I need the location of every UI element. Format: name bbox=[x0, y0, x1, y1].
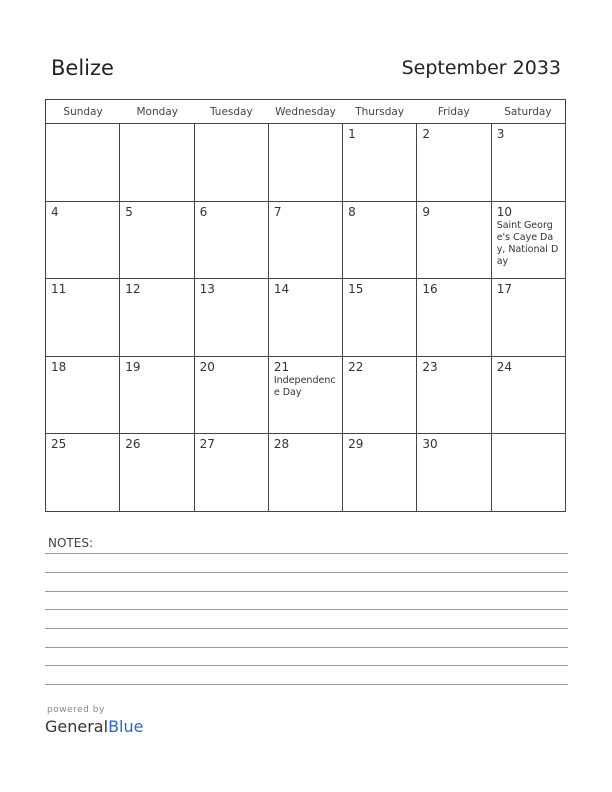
weeks-container bbox=[46, 124, 565, 511]
day-cell bbox=[269, 434, 343, 511]
day-cell bbox=[46, 357, 120, 434]
day-cell bbox=[46, 124, 120, 201]
day-number: 21 bbox=[273, 359, 290, 374]
day-number: 12 bbox=[125, 282, 141, 297]
day-number: 16 bbox=[422, 282, 438, 297]
note-line bbox=[45, 647, 568, 648]
day-cell bbox=[417, 124, 491, 201]
day-number: 10 bbox=[496, 204, 512, 219]
day-number: 20 bbox=[199, 359, 215, 374]
day-cell bbox=[343, 279, 417, 356]
day-cell bbox=[120, 279, 194, 356]
day-number: 5 bbox=[125, 204, 133, 219]
weekday-label: Tuesday bbox=[209, 106, 253, 118]
day-number: 11 bbox=[51, 282, 67, 297]
brand-general: General bbox=[45, 717, 109, 736]
day-cell bbox=[46, 279, 120, 356]
day-number: 7 bbox=[273, 204, 282, 219]
day-number: 26 bbox=[125, 437, 141, 452]
day-number: 17 bbox=[496, 282, 512, 297]
note-line bbox=[45, 591, 568, 592]
week-row bbox=[46, 357, 565, 435]
day-cell bbox=[120, 357, 194, 434]
day-cell bbox=[343, 357, 417, 434]
week-row bbox=[46, 434, 565, 511]
day-cell bbox=[343, 124, 417, 201]
day-cell bbox=[195, 357, 269, 434]
day-cell bbox=[343, 434, 417, 511]
day-cell bbox=[46, 434, 120, 511]
day-number: 14 bbox=[273, 282, 290, 297]
week-row bbox=[46, 279, 565, 357]
day-number: 4 bbox=[51, 204, 59, 219]
day-cell bbox=[46, 202, 120, 279]
day-cell bbox=[120, 202, 194, 279]
week-row bbox=[46, 124, 565, 202]
weekday-label: Friday bbox=[437, 106, 470, 118]
day-cell bbox=[269, 279, 343, 356]
day-cell bbox=[269, 357, 343, 434]
day-cell bbox=[417, 202, 491, 279]
day-cell bbox=[417, 357, 491, 434]
day-cell bbox=[417, 434, 491, 511]
day-number: 29 bbox=[348, 437, 364, 452]
day-number: 23 bbox=[422, 359, 438, 374]
day-number: 13 bbox=[199, 282, 215, 297]
day-number: 22 bbox=[348, 359, 364, 374]
note-line bbox=[45, 553, 568, 554]
holiday-event: Saint George's Caye Day, National Day bbox=[496, 219, 559, 267]
weekday-label: Monday bbox=[136, 106, 178, 118]
note-line bbox=[45, 684, 568, 685]
brand-logo[interactable] bbox=[45, 717, 143, 736]
day-cell bbox=[269, 202, 343, 279]
day-number: 6 bbox=[199, 204, 208, 219]
holiday-event: Independence Day bbox=[273, 374, 336, 398]
weekday-label: Saturday bbox=[504, 106, 552, 118]
day-number: 19 bbox=[125, 359, 141, 374]
day-cell bbox=[195, 124, 269, 201]
week-row bbox=[46, 202, 565, 280]
month-title: September 2033 bbox=[401, 57, 561, 79]
notes-label: NOTES: bbox=[48, 536, 93, 550]
day-number: 24 bbox=[496, 359, 512, 374]
day-number: 28 bbox=[273, 437, 290, 452]
day-cell bbox=[343, 202, 417, 279]
note-line bbox=[45, 665, 568, 666]
powered-by-text: powered by bbox=[47, 705, 105, 715]
day-number: 18 bbox=[51, 359, 67, 374]
day-cell bbox=[195, 279, 269, 356]
weekday-label: Sunday bbox=[63, 106, 103, 118]
day-cell bbox=[492, 279, 565, 356]
day-cell bbox=[269, 124, 343, 201]
day-number: 27 bbox=[199, 437, 215, 452]
day-number: 1 bbox=[348, 127, 356, 141]
day-cell bbox=[492, 202, 565, 279]
calendar-grid bbox=[45, 99, 566, 512]
weekday-label: Wednesday bbox=[275, 106, 336, 118]
day-number: 15 bbox=[348, 282, 364, 297]
weekday-label: Thursday bbox=[355, 106, 405, 118]
day-cell bbox=[195, 202, 269, 279]
weekday-header bbox=[46, 100, 565, 124]
day-number: 8 bbox=[348, 204, 356, 219]
day-cell bbox=[492, 357, 565, 434]
day-cell bbox=[195, 434, 269, 511]
day-number: 3 bbox=[496, 127, 505, 141]
day-number: 2 bbox=[422, 127, 431, 141]
country-title: Belize bbox=[51, 56, 114, 80]
day-number: 9 bbox=[422, 204, 431, 219]
brand-blue: Blue bbox=[108, 717, 144, 736]
day-cell bbox=[417, 279, 491, 356]
note-line bbox=[45, 628, 568, 629]
day-number: 30 bbox=[422, 437, 438, 452]
note-line bbox=[45, 572, 568, 573]
day-number: 25 bbox=[51, 437, 67, 452]
note-line bbox=[45, 609, 568, 610]
day-cell bbox=[492, 124, 565, 201]
day-cell bbox=[492, 434, 565, 511]
day-cell bbox=[120, 434, 194, 511]
day-cell bbox=[120, 124, 194, 201]
